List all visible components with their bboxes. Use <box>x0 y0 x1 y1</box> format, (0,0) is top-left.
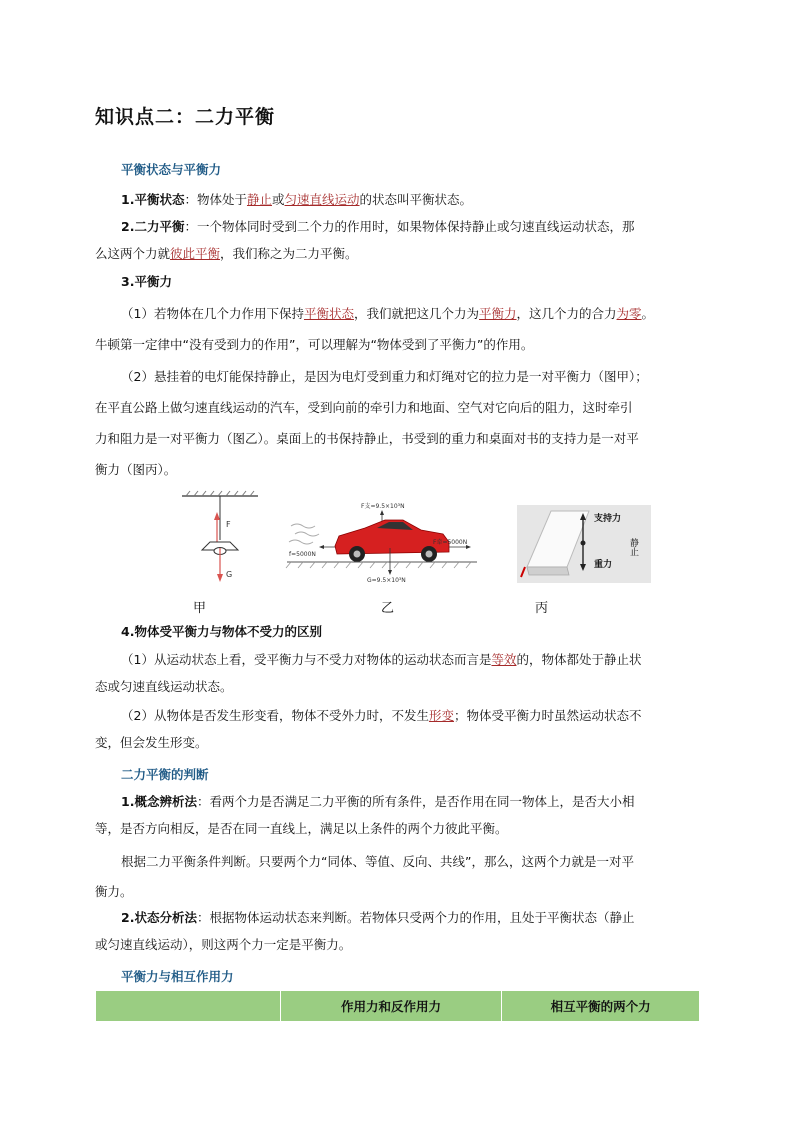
text: ：一个物体同时受到二个力的作用时，如果物体保持静止或匀速直线运动状态，那 <box>184 219 635 234</box>
section-heading-judgement: 二力平衡的判断 <box>121 767 209 782</box>
gravity-arrowhead-car <box>388 570 392 575</box>
paragraph-difference-2-line1 <box>121 706 727 724</box>
term-label: 1.平衡状态 <box>121 192 185 207</box>
paragraph-balance-force-2-line3: 力和阻力是一对平衡力（图乙）。桌面上的书保持静止，书受到的重力和桌面对书的支持力是一对平 <box>95 431 639 446</box>
tension-arrowhead <box>214 512 220 520</box>
table-header-cell: 作用力和反作用力 <box>280 991 502 1022</box>
paragraph-two-force-line2 <box>95 244 701 262</box>
table-header-row <box>96 991 700 1022</box>
underlined-term: 彼此平衡 <box>170 246 221 261</box>
text: ：看两个力是否满足二力平衡的所有条件，是否作用在同一物体上，是否大小相 <box>196 794 635 809</box>
lamp-figure <box>180 490 260 585</box>
underlined-term: 平衡状态 <box>303 306 354 321</box>
paragraph-difference-1-line2: 态或匀速直线运动状态。 <box>95 679 233 694</box>
underlined-term: 为零 <box>616 306 642 321</box>
book-figure <box>517 505 651 583</box>
page-title: 知识点二：二力平衡 <box>95 106 276 128</box>
paragraph-balance-state <box>121 190 727 208</box>
paragraph-two-force-line1 <box>121 217 727 235</box>
book-pages <box>527 567 569 575</box>
paragraph-condition-line1: 根据二力平衡条件判断。只要两个力“同体、等值、反向、共线”，那么，这两个力就是一对平 <box>121 854 634 869</box>
text: ：根据物体运动状态来判断。若物体只受两个力的作用，且处于平衡状态（静止 <box>196 910 635 925</box>
support-arrowhead <box>380 510 384 515</box>
paragraph-balance-force-2-line2: 在平直公路上做匀速直线运动的汽车，受到向前的牵引力和地面、空气对它向后的阻力，这时牵引 <box>95 400 633 415</box>
section-heading-comparison: 平衡力与相互作用力 <box>121 969 234 984</box>
gravity-label-book: 重力 <box>594 560 613 570</box>
text: 的状态叫平衡状态。 <box>359 192 473 207</box>
paragraph-difference-2-line2: 变，但会发生形变。 <box>95 735 208 750</box>
term-label: 2.状态分析法 <box>121 910 197 925</box>
paragraph-balance-force-2-line1: （2）悬挂着的电灯能保持静止，是因为电灯受到重力和灯绳对它的拉力是一对平衡力（图甲）； <box>121 369 648 384</box>
underlined-term: 静止 <box>246 192 272 207</box>
term-label: 1.概念辨析法 <box>121 794 197 809</box>
force-g-label: G <box>226 570 233 579</box>
underlined-term: 等效 <box>491 652 517 667</box>
paragraph-balance-force-2-line4: 衡力（图丙）。 <box>95 462 177 477</box>
paragraph-state-method-line2: 或匀速直线运动），则这两个力一定是平衡力。 <box>95 937 352 952</box>
text: ，这几个力的合力 <box>516 306 617 321</box>
text: ，我们就把这几个力为 <box>353 306 479 321</box>
force-f-label: F <box>226 520 231 529</box>
figure-caption-bing: 丙 <box>535 601 549 616</box>
text: 的，物体都处于静止状 <box>516 652 642 667</box>
paragraph-concept-method-line2: 等，是否方向相反，是否在同一直线上，满足以上条件的两个力彼此平衡。 <box>95 821 508 836</box>
car-hub-rear <box>354 551 361 558</box>
support-force-label: F支=9.5×10³N <box>361 503 405 510</box>
wind-lines <box>289 524 319 544</box>
text: 。 <box>641 306 655 321</box>
friction-label: f=5000N <box>289 551 316 558</box>
paragraph-difference-label: 4.物体受平衡力与物体不受力的区别 <box>121 624 322 639</box>
paragraph-balance-force-1-line1 <box>121 304 727 322</box>
friction-arrowhead <box>319 545 324 549</box>
force-point <box>581 541 586 546</box>
term-label: 2.二力平衡 <box>121 219 185 234</box>
support-force-label-book: 支持力 <box>594 514 622 524</box>
text: 或 <box>271 192 285 207</box>
table-header-cell: 相互平衡的两个力 <box>502 991 700 1022</box>
text: （1）若物体在几个力作用下保持 <box>121 306 304 321</box>
text: （1）从运动状态上看，受平衡力与不受力对物体的运动状态而言是 <box>121 652 492 667</box>
paragraph-difference-1-line1 <box>121 650 727 668</box>
road-hatch <box>286 562 471 568</box>
paragraph-condition-line2: 衡力。 <box>95 884 133 899</box>
gravity-label-car: G=9.5×10³N <box>367 577 406 584</box>
paragraph-balance-force-1-line2: 牛顿第一定律中“没有受到力的作用”，可以理解为“物体受到了平衡力”的作用。 <box>95 337 534 352</box>
car-hub-front <box>426 551 433 558</box>
table-header-cell <box>96 991 281 1022</box>
gravity-arrowhead <box>217 574 223 582</box>
figure-caption-yi: 乙 <box>381 601 395 616</box>
text: 么这两个力就 <box>95 246 171 261</box>
underlined-term: 形变 <box>428 708 454 723</box>
traction-label: F牵=5000N <box>433 539 468 546</box>
comparison-table <box>95 990 700 1022</box>
paragraph-state-method-line1 <box>121 908 727 926</box>
section-heading-balance-state: 平衡状态与平衡力 <box>121 162 222 177</box>
static-label: 静止 <box>628 538 638 556</box>
underlined-term: 平衡力 <box>479 306 517 321</box>
text: ，我们称之为二力平衡。 <box>220 246 358 261</box>
text: ：物体处于 <box>184 192 247 207</box>
text: ；物体受平衡力时虽然运动状态不 <box>453 708 642 723</box>
car-figure <box>285 498 480 584</box>
figure-caption-jia: 甲 <box>193 601 207 616</box>
paragraph-concept-method-line1 <box>121 792 727 810</box>
paragraph-balance-force-label: 3.平衡力 <box>121 274 172 289</box>
text: （2）从物体是否发生形变看，物体不受外力时，不发生 <box>121 708 429 723</box>
underlined-term: 匀速直线运动 <box>284 192 360 207</box>
